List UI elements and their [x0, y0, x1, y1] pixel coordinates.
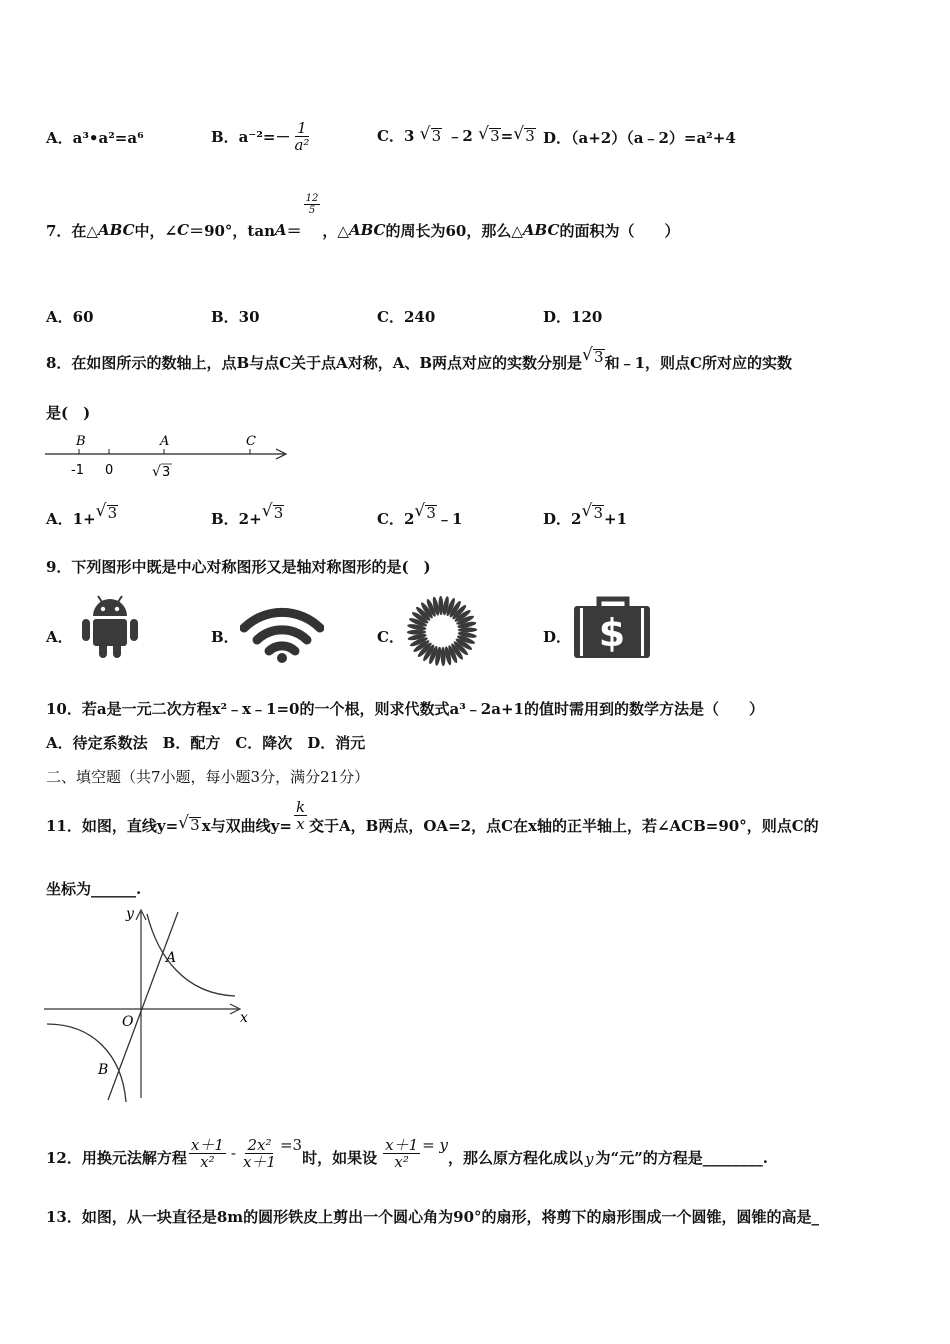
q6-option-a: A．a³•a²=a⁶: [46, 129, 144, 147]
label-o: O: [122, 1014, 134, 1030]
label-y: y: [126, 906, 134, 922]
q12-stem: 12．用换元法解方程 $\frac{x+1}{\text{x²}}$ - $\frac{\text{2x²}}{x+1}$ =3 时，如果设 $\frac{x+1}{\text{x²}}$ = y ，那么原方程化成以 y 为“元”的方程是________.: [46, 1135, 768, 1171]
q9-option-a-label: A．: [46, 628, 73, 646]
q7-option-d: D．120: [543, 308, 603, 326]
q8-option-d: D．2√ 3+1: [543, 502, 627, 523]
label-x: x: [240, 1010, 248, 1026]
label-b: B: [76, 434, 86, 449]
hyperbola-branch-1: [147, 914, 235, 996]
q11-graph: [40, 902, 255, 1104]
label-b: B: [98, 1062, 109, 1078]
label-a: A: [160, 434, 170, 449]
line-y-sqrt3x: [108, 912, 178, 1100]
q11-stem: 11．如图，直线y= √ 3 x与双曲线y= $\frac{k}{x}$ 交于A，B两点，OA=2，点C在x轴的正半轴上，若∠ACB=90°，则点C的: [46, 790, 819, 860]
money-briefcase-icon: [572, 594, 654, 660]
q8-option-a: A．1+√ 3: [46, 502, 118, 523]
q6-option-b: B．a⁻²=－ $\frac{1}{\text{a²}}$: [211, 118, 310, 154]
q9-stem: 9．下列图形中既是中心对称图形又是轴对称图形的是( ): [46, 558, 431, 576]
sunburst-icon: [402, 596, 482, 666]
android-icon: [78, 592, 142, 660]
q7-stem: 7．在△ ABC 中，∠ C ＝90°，tan A ＝ $\frac{12}{5}$ ，△ ABC 的周长为60，那么△ ABC 的面积为（ ）: [46, 192, 680, 240]
q11-stem-line2: 坐标为______.: [46, 880, 142, 898]
label-a: A: [166, 950, 177, 966]
q13-stem: 13．如图，从一块直径是8m的圆形铁皮上剪出一个圆心角为90°的扇形，将剪下的扇形围成一个圆锥，圆锥的高是_: [46, 1208, 820, 1226]
q9-option-b-label: B．: [211, 628, 239, 646]
q8-stem: 8．在如图所示的数轴上，点B与点C关于点A对称，A、B两点对应的实数分别是√ 3和﹣1，则点C所对应的实数: [46, 352, 792, 373]
q8-option-b: B．2+√ 3: [211, 502, 284, 523]
q7-option-a: A．60: [46, 308, 94, 326]
q7-option-b: B．30: [211, 308, 260, 326]
q10-stem: 10．若a是一元二次方程x²﹣x﹣1=0的一个根，则求代数式a³﹣2a+1的值时需用到的数学方法是（ ）: [46, 700, 764, 718]
tick-label-r3: 3: [162, 465, 171, 480]
tick-label-sqrt-icon: √: [152, 464, 161, 480]
q6-option-c: C．3 √ 3 ﹣2 √ 3=√ 3: [377, 125, 536, 146]
label-c: C: [246, 434, 256, 449]
q8-option-c: C．2√ 3﹣1: [377, 502, 462, 523]
q9-option-c-label: C．: [377, 628, 404, 646]
wifi-icon: [240, 600, 324, 664]
tick-label-minus1: -1: [71, 463, 84, 478]
q7-option-c: C．240: [377, 308, 436, 326]
q10-options: A．待定系数法 B．配方 C．降次 D．消元: [46, 734, 366, 752]
q6-option-d: D．（a+2）（a﹣2）=a²+4: [543, 129, 736, 147]
section-2-heading: 二、填空题（共7小题，每小题3分，满分21分）: [46, 768, 370, 786]
hyperbola-branch-2: [47, 1024, 126, 1102]
tick-label-0: 0: [105, 463, 114, 478]
q9-option-d-label: D．: [543, 628, 572, 646]
dollar-sign: $: [598, 611, 626, 655]
q8-stem-line2: 是( ): [46, 404, 91, 422]
q8-number-line: [40, 430, 300, 482]
